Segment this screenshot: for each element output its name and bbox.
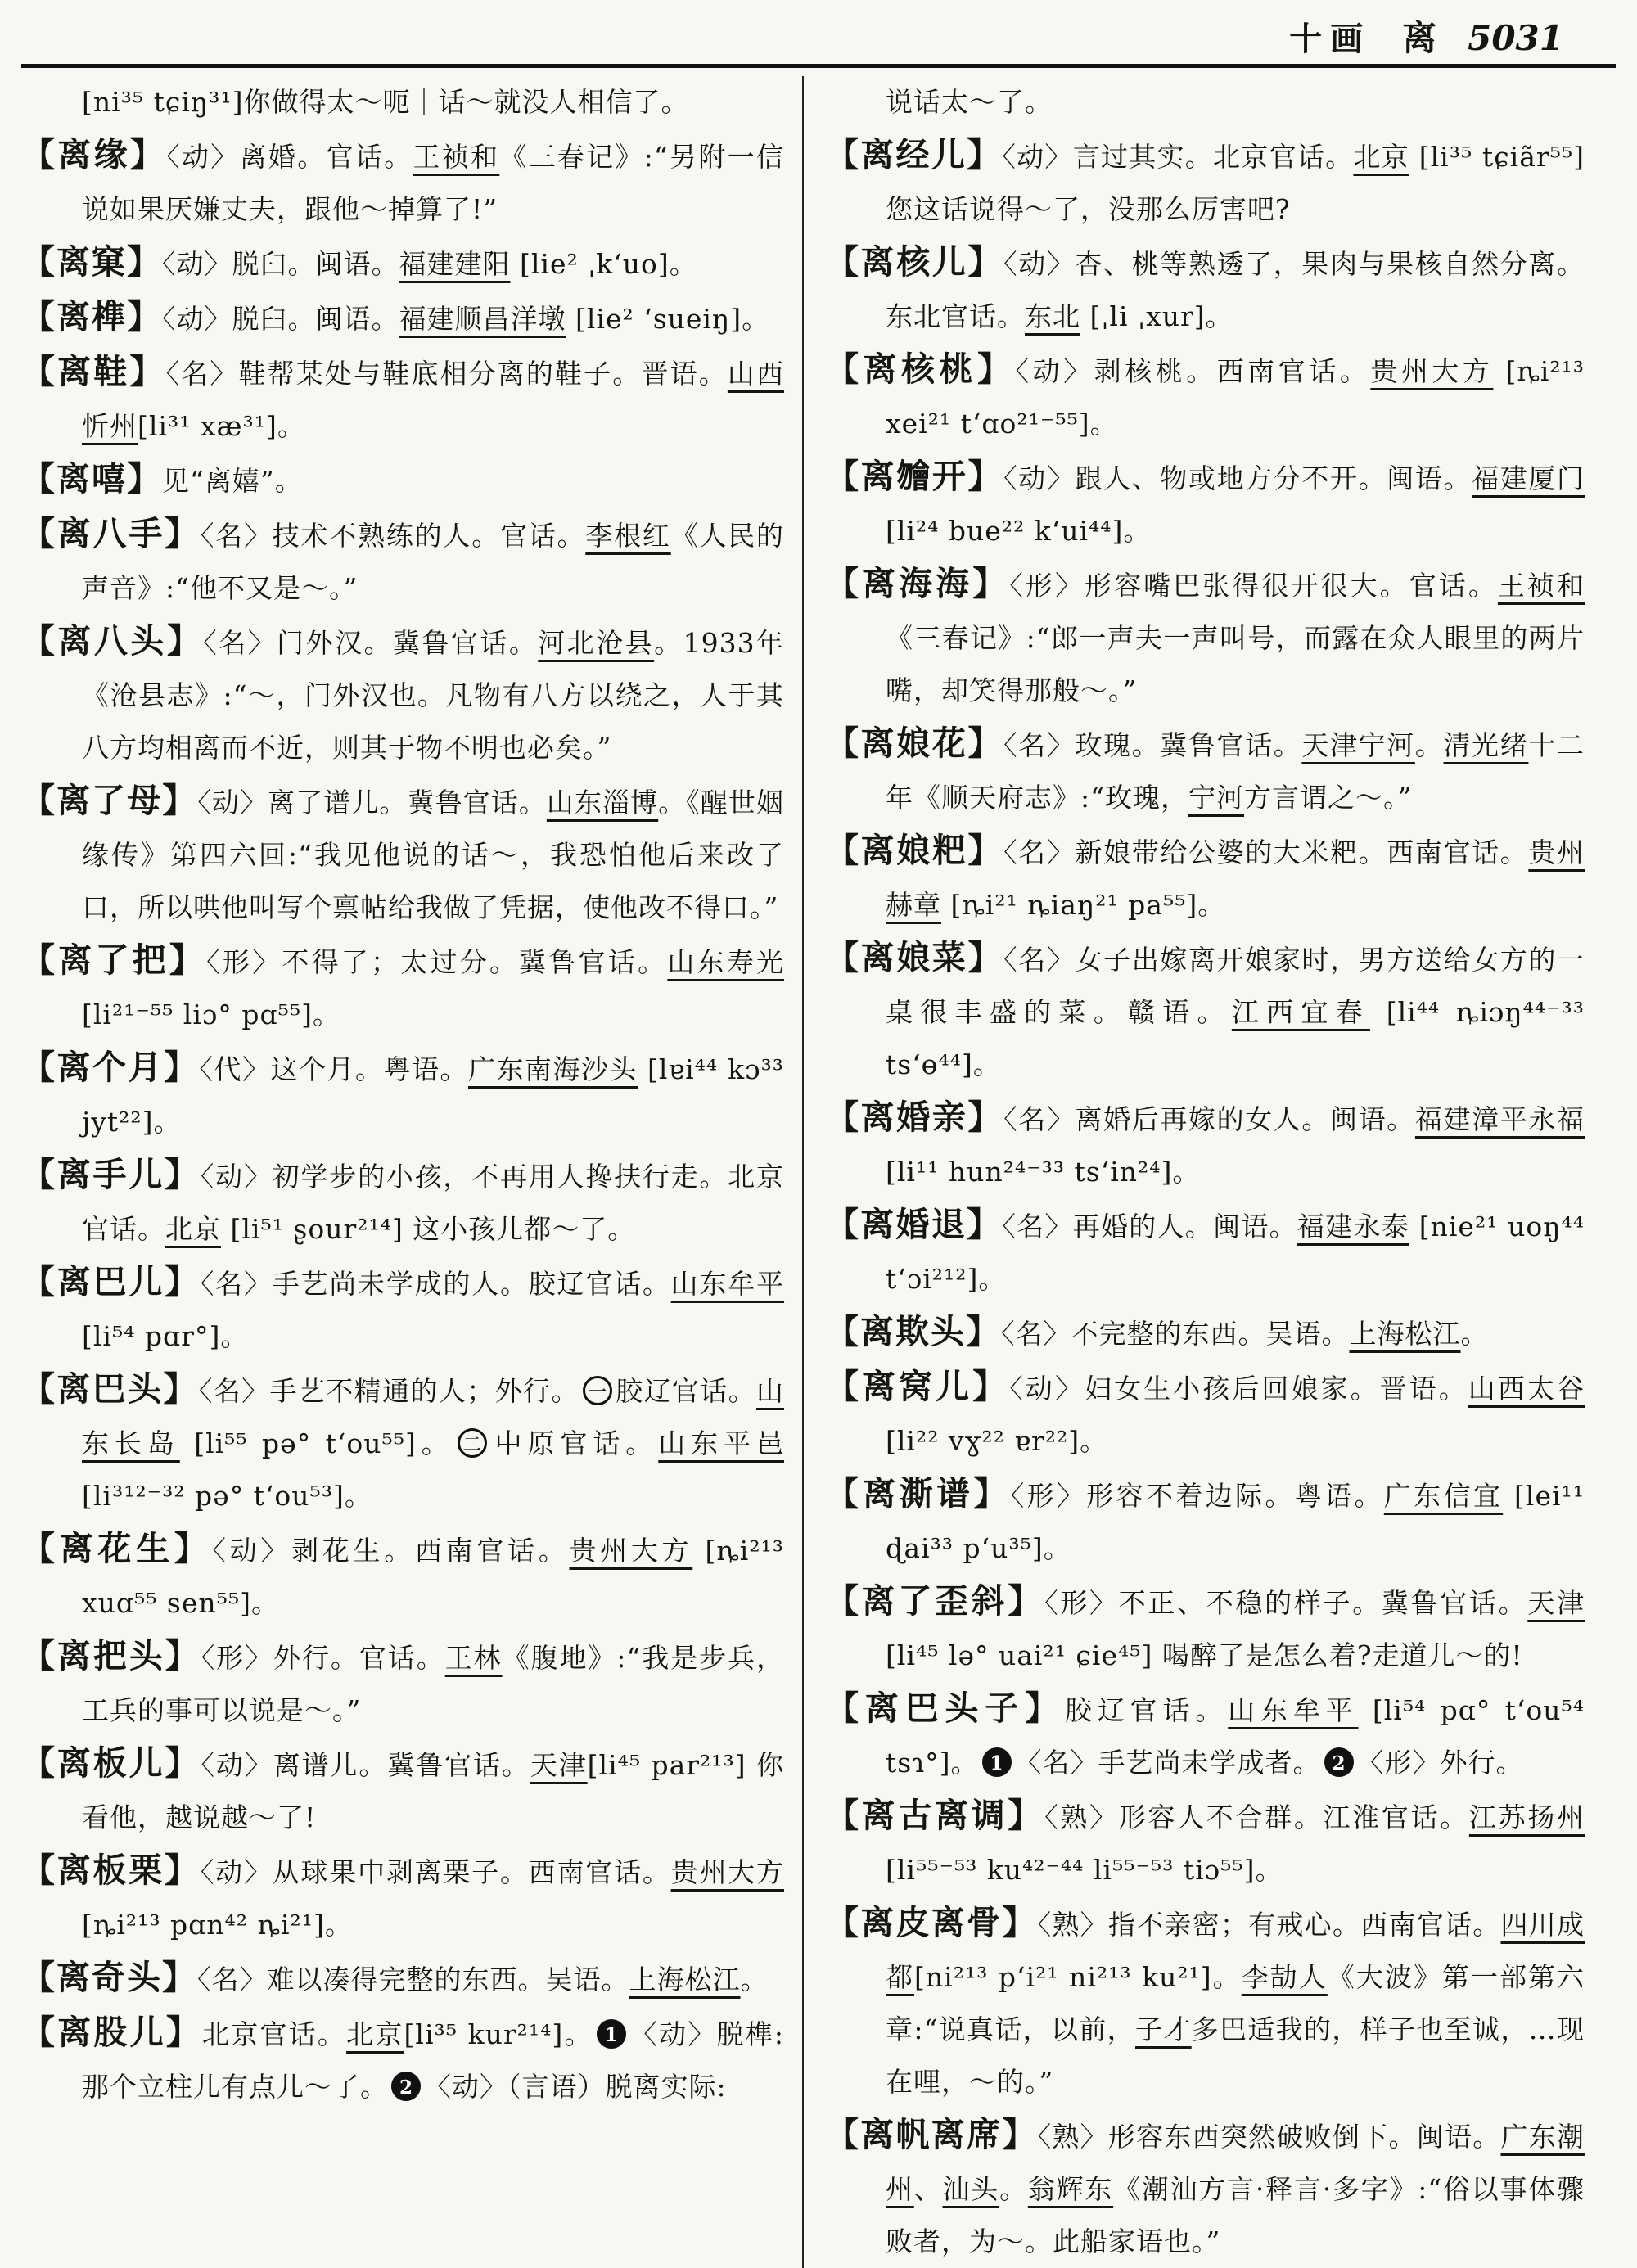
entry-text: 〈名〉技术不熟练的人。官话。 bbox=[200, 520, 586, 552]
proper-noun: 福建漳平永福 bbox=[1414, 1103, 1585, 1135]
entry-text: 。1933年《沧县志》:“～，门外汉也。凡物有八方以绕之，人于其八方均相离而不近，则其于物不明也必矣。” bbox=[82, 627, 785, 764]
dict-entry bbox=[825, 1091, 1585, 1198]
entry-headword: 【离欺头】 bbox=[825, 1312, 1001, 1351]
entry-text: [li⁴⁴ ȵiɔŋ⁴⁴⁻³³ ts‘ɵ⁴⁴]。 bbox=[886, 996, 1585, 1080]
entry-text: 见“离嬉”。 bbox=[162, 465, 303, 497]
entry-headword: 【离榫】 bbox=[21, 297, 162, 336]
entry-text: 《三春记》:“另附一信说如果厌嫌丈夫，跟他～掉算了!” bbox=[82, 141, 785, 225]
entry-headword: 【离核桃】 bbox=[825, 349, 1016, 389]
entry-text: 〈动〉杏、桃等熟透了，果肉与果核自然分离。东北官话。 bbox=[886, 248, 1585, 332]
entry-text: 〈动〉（言语）脱离实际: bbox=[424, 2071, 727, 2103]
entry-headword: 【离娘花】 bbox=[825, 724, 1004, 763]
entry-text: 。 bbox=[1414, 729, 1444, 761]
entry-text: [ȵi²¹³ pɑn⁴² ȵi²¹]。 bbox=[82, 1909, 353, 1941]
proper-noun: 天津 bbox=[530, 1749, 588, 1781]
entry-text: [li²⁴ bue²² k‘ui⁴⁴]。 bbox=[886, 515, 1152, 547]
entry-text: 〈动〉从球果中剥离栗子。西南官话。 bbox=[200, 1856, 671, 1888]
entry-text: [li³¹ xæ³¹]。 bbox=[138, 410, 305, 442]
entry-headword: 【离个月】 bbox=[21, 1048, 200, 1087]
entry-text: 〈名〉门外汉。冀鲁官话。 bbox=[203, 627, 539, 659]
proper-noun: 王祯和 bbox=[1497, 570, 1585, 602]
proper-noun: 天津 bbox=[1527, 1587, 1585, 1619]
dict-entry bbox=[21, 1148, 784, 1256]
entry-headword: 【离了把】 bbox=[21, 940, 207, 980]
proper-noun: 上海松江 bbox=[1349, 1318, 1461, 1350]
dict-entry bbox=[21, 615, 784, 774]
entry-text: 、 bbox=[913, 2173, 943, 2205]
entry-text: 。《醒世姻缘传》第四六回:“我见他说的话～，我恐怕他后来改了口，所以哄他叫写个禀帖给我做了凭据，使他改不得口。” bbox=[82, 787, 785, 923]
entry-text: [li⁵¹ ʂour²¹⁴] 这小孩儿都～了。 bbox=[221, 1213, 636, 1245]
entry-text: [li⁵⁴ pɑr°]。 bbox=[82, 1320, 249, 1352]
page-header bbox=[21, 11, 1616, 59]
entry-text: 《三春记》:“郎一声夫一声叫号，而露在众人眼里的两片嘴，却笑得那般～。” bbox=[886, 622, 1585, 706]
dict-entry bbox=[21, 129, 784, 236]
dict-entry bbox=[21, 934, 784, 1041]
entry-text: [li³⁵ kur²¹⁴]。 bbox=[404, 2018, 593, 2050]
dict-entry bbox=[825, 2108, 1585, 2268]
dict-entry bbox=[21, 236, 784, 291]
entry-text: [ȵi²¹ ȵiaŋ²¹ pa⁵⁵]。 bbox=[941, 889, 1226, 921]
dict-entry bbox=[21, 453, 784, 507]
proper-noun: 天津宁河 bbox=[1301, 729, 1415, 761]
entry-text: 〈动〉初学步的小孩，不再用人搀扶行走。北京官话。 bbox=[82, 1161, 785, 1245]
proper-noun: 广东南海沙头 bbox=[468, 1053, 638, 1085]
proper-noun: 山东淄博 bbox=[546, 787, 659, 818]
entry-headword: 【离奇头】 bbox=[21, 1958, 197, 1997]
stroke-section-label: 十画 bbox=[1289, 20, 1372, 58]
entry-text: [lie² ˌk‘uo]。 bbox=[510, 248, 697, 280]
filled-sense-number: 2 bbox=[391, 2072, 421, 2101]
dict-entry bbox=[825, 1360, 1585, 1468]
entry-text: 〈名〉手艺尚未学成的人。胶辽官话。 bbox=[200, 1268, 671, 1300]
proper-noun: 北京 bbox=[165, 1213, 221, 1245]
entry-headword: 【离娘粑】 bbox=[825, 831, 1004, 870]
proper-noun: 宁河 bbox=[1188, 782, 1244, 814]
entry-headword: 【离板儿】 bbox=[21, 1743, 201, 1783]
entry-headword: 【离婚退】 bbox=[825, 1205, 1003, 1244]
dict-entry bbox=[825, 1575, 1585, 1682]
header-rule bbox=[21, 64, 1616, 68]
dict-entry bbox=[825, 236, 1585, 343]
proper-noun: 贵州大方 bbox=[670, 1856, 785, 1888]
entry-text: [ȵi²¹³ xuɑ⁵⁵ sen⁵⁵]。 bbox=[82, 1535, 785, 1619]
entry-text: [li³⁵ tɕiãr⁵⁵] 您这话说得～了，没那么厉害吧? bbox=[886, 141, 1585, 225]
proper-noun: 山东牟平 bbox=[1228, 1694, 1359, 1726]
proper-noun: 王林 bbox=[444, 1642, 503, 1674]
text-columns bbox=[21, 76, 1616, 2268]
entry-headword: 【离巴儿】 bbox=[21, 1262, 201, 1301]
entry-text: 〈动〉言过其实。北京官话。 bbox=[1002, 141, 1354, 173]
entry-text: 《潮汕方言·释言·多字》:“俗以事体骤败者，为～。此船家语也。” bbox=[886, 2173, 1585, 2257]
entry-headword: 【离经儿】 bbox=[825, 135, 1003, 174]
entry-text: [li⁴⁵ par²¹³] 你看他，越说越～了! bbox=[82, 1749, 785, 1833]
entry-text: 〈动〉离婚。官话。 bbox=[166, 141, 413, 173]
entry-text: 《大波》第一部第六章:“说真话，以前， bbox=[886, 1961, 1585, 2045]
entry-text: 说话太～了。 bbox=[886, 86, 1053, 118]
dict-entry bbox=[21, 2006, 784, 2113]
entry-text: 〈名〉再婚的人。闽语。 bbox=[1002, 1211, 1297, 1242]
filled-sense-number: 1 bbox=[982, 1747, 1012, 1777]
entry-headword: 【离花生】 bbox=[21, 1529, 213, 1568]
entry-text: [li⁴⁵ lə° uai²¹ ɕie⁴⁵] 喝醉了是怎么着?走道儿～的! bbox=[886, 1639, 1523, 1671]
entry-text: 胶辽官话。 bbox=[615, 1375, 757, 1407]
proper-noun: 广东潮州 bbox=[886, 2121, 1585, 2205]
entry-headword: 【离板栗】 bbox=[21, 1851, 201, 1890]
proper-noun: 子才 bbox=[1135, 2013, 1192, 2045]
entry-text: [li⁵⁵ pə° t‘ou⁵⁵]。 bbox=[179, 1427, 454, 1459]
dict-entry bbox=[21, 1737, 784, 1844]
proper-noun: 北京 bbox=[1353, 141, 1409, 173]
proper-noun: 山东寿光 bbox=[667, 946, 785, 978]
entry-text: 〈名〉女子出嫁离开娘家时，男方送给女方的一桌很丰盛的菜。赣语。 bbox=[886, 944, 1585, 1028]
proper-noun: 江西宜春 bbox=[1231, 996, 1370, 1028]
dict-entry bbox=[21, 1041, 784, 1148]
dict-entry bbox=[21, 1256, 784, 1363]
dict-entry bbox=[21, 1844, 784, 1951]
entry-text: [nie²¹ uoŋ⁴⁴ t‘ɔi²¹²]。 bbox=[886, 1211, 1585, 1295]
entry-headword: 【离窝儿】 bbox=[825, 1367, 1010, 1406]
proper-noun: 福建永泰 bbox=[1297, 1211, 1409, 1242]
proper-noun: 清光绪 bbox=[1443, 729, 1529, 761]
entry-text: [lie² ‘sueiŋ]。 bbox=[566, 303, 770, 335]
entry-headword: 【离了歪斜】 bbox=[825, 1581, 1045, 1621]
dict-entry-continuation bbox=[21, 76, 784, 129]
entry-text: 〈动〉跟人、物或地方分不开。闽语。 bbox=[1003, 462, 1472, 494]
entry-text: 〈动〉离了谱儿。冀鲁官话。 bbox=[197, 787, 547, 818]
proper-noun: 东北 bbox=[1025, 300, 1080, 332]
entry-text: 〈形〉不得了；太过分。冀鲁官话。 bbox=[206, 946, 668, 978]
entry-text: 〈名〉手艺尚未学成者。 bbox=[1014, 1747, 1321, 1779]
proper-noun: 广东信宜 bbox=[1383, 1480, 1504, 1512]
entry-text: 〈代〉这个月。粤语。 bbox=[199, 1053, 468, 1085]
entry-headword: 【离巴头子】 bbox=[825, 1689, 1065, 1728]
entry-text: 〈名〉难以凑得完整的东西。吴语。 bbox=[197, 1964, 629, 1995]
entry-text: 〈动〉脱榫:那个立柱儿有点儿～了。 bbox=[82, 2018, 785, 2103]
entry-headword: 【离八头】 bbox=[21, 621, 204, 661]
column-divider bbox=[802, 76, 804, 2268]
entry-text: 。 bbox=[999, 2173, 1028, 2205]
entry-text: 〈名〉鞋帮某处与鞋底相分离的鞋子。晋语。 bbox=[165, 358, 728, 390]
entry-text: 〈形〉形容嘴巴张得很开很大。官话。 bbox=[1009, 570, 1498, 602]
dict-entry bbox=[825, 1789, 1585, 1896]
dict-entry bbox=[825, 1468, 1585, 1575]
entry-text: 〈动〉脱臼。闽语。 bbox=[162, 303, 399, 335]
entry-text: 〈熟〉形容东西突然破败倒下。闽语。 bbox=[1037, 2121, 1501, 2153]
entry-headword: 【离𣍐开】 bbox=[825, 457, 1004, 496]
entry-headword: 【离八手】 bbox=[21, 514, 201, 553]
proper-noun: 贵州大方 bbox=[569, 1535, 693, 1567]
page-number: 5031 bbox=[1468, 18, 1563, 58]
entry-text: 。 bbox=[1460, 1318, 1489, 1350]
entry-text: 〈动〉脱臼。闽语。 bbox=[162, 248, 399, 280]
entry-text: [li⁵⁴ pɑ° t‘ou⁵⁴ tsɿ°]。 bbox=[886, 1694, 1585, 1779]
entry-text: 〈熟〉形容人不合群。江淮官话。 bbox=[1044, 1801, 1469, 1833]
dict-entry bbox=[21, 1630, 784, 1737]
circled-sense-number: 一 bbox=[583, 1376, 612, 1405]
entry-text: 〈形〉不正、不稳的样子。冀鲁官话。 bbox=[1044, 1587, 1528, 1619]
dict-entry bbox=[21, 291, 784, 345]
entry-text: 〈形〉形容不着边际。粤语。 bbox=[1010, 1480, 1384, 1512]
dict-entry bbox=[21, 1951, 784, 2006]
circled-sense-number: 二 bbox=[458, 1428, 487, 1458]
proper-noun: 福建厦门 bbox=[1472, 462, 1585, 494]
entry-text: 北京官话。 bbox=[202, 2018, 347, 2050]
proper-noun: 江苏扬州 bbox=[1468, 1801, 1585, 1833]
entry-text: [li⁵⁵⁻⁵³ ku⁴²⁻⁴⁴ li⁵⁵⁻⁵³ tiɔ⁵⁵]。 bbox=[886, 1854, 1283, 1886]
entry-text: [li³¹²⁻³² pə° t‘ou⁵³]。 bbox=[82, 1480, 372, 1512]
entry-text: 中原官话。 bbox=[489, 1427, 659, 1459]
dict-entry bbox=[21, 774, 784, 934]
proper-noun: 贵州赫章 bbox=[886, 836, 1585, 921]
proper-noun: 四川成都 bbox=[886, 1909, 1585, 1993]
entry-text: 《腹地》:“我是步兵，工兵的事可以说是～。” bbox=[82, 1642, 785, 1726]
proper-noun: 山东牟平 bbox=[670, 1268, 785, 1300]
proper-noun: 福建建阳 bbox=[399, 248, 511, 280]
entry-text: 〈熟〉指不亲密；有戒心。西南官话。 bbox=[1037, 1909, 1501, 1941]
entry-text: 〈名〉不完整的东西。吴语。 bbox=[1001, 1318, 1350, 1350]
entry-headword: 【离缘】 bbox=[21, 135, 167, 174]
entry-text: 〈动〉剥核桃。西南官话。 bbox=[1015, 355, 1371, 387]
entry-text: [ˌli ˌxur]。 bbox=[1080, 300, 1233, 332]
dict-entry-continuation bbox=[825, 76, 1585, 129]
filled-sense-number: 1 bbox=[597, 2019, 626, 2049]
entry-text: 〈动〉离谱儿。冀鲁官话。 bbox=[201, 1749, 530, 1781]
entry-headword: 【离手儿】 bbox=[21, 1155, 201, 1194]
entry-text: 《人民的声音》:“他不又是～。” bbox=[82, 520, 785, 604]
entry-text: 胶辽官话。 bbox=[1065, 1694, 1229, 1726]
entry-headword: 【离澌谱】 bbox=[825, 1474, 1011, 1513]
entry-headword: 【离巴头】 bbox=[21, 1369, 199, 1409]
entry-text: [ȵi²¹³ xei²¹ t‘ɑo²¹⁻⁵⁵]。 bbox=[886, 355, 1585, 440]
head-character: 离 bbox=[1402, 18, 1437, 58]
entry-text: 〈动〉剥花生。西南官话。 bbox=[212, 1535, 570, 1567]
entry-text: 〈形〉外行。官话。 bbox=[201, 1642, 445, 1674]
filled-sense-number: 2 bbox=[1324, 1747, 1354, 1777]
proper-noun: 贵州大方 bbox=[1370, 355, 1494, 387]
entry-text: 〈动〉妇女生小孩后回娘家。晋语。 bbox=[1009, 1373, 1468, 1405]
dict-entry bbox=[21, 1522, 784, 1630]
entry-text: 方言谓之～。” bbox=[1244, 782, 1413, 814]
entry-headword: 【离嘻】 bbox=[21, 459, 162, 498]
entry-headword: 【离古离调】 bbox=[825, 1796, 1045, 1835]
proper-noun: 山西忻州 bbox=[82, 358, 785, 442]
entry-headword: 【离海海】 bbox=[825, 564, 1010, 603]
entry-text: [li²¹⁻⁵⁵ liɔ° pɑ⁵⁵]。 bbox=[82, 999, 340, 1030]
entry-text: [lɐi⁴⁴ kɔ³³ jyt²²]。 bbox=[82, 1053, 785, 1138]
dict-entry bbox=[21, 1363, 784, 1522]
entry-text: 〈名〉手艺不精通的人；外行。 bbox=[198, 1375, 579, 1407]
entry-text: [ni³⁵ tɕiŋ³¹]你做得太～呃｜话～就没人相信了。 bbox=[82, 86, 689, 118]
entry-headword: 【离婚亲】 bbox=[825, 1098, 1004, 1137]
entry-headword: 【离鞋】 bbox=[21, 352, 166, 391]
proper-noun: 王祯和 bbox=[413, 141, 500, 173]
entry-headword: 【离股儿】 bbox=[21, 2013, 203, 2052]
entry-headword: 【离娘菜】 bbox=[825, 938, 1004, 977]
column-right bbox=[805, 76, 1585, 2268]
proper-noun: 李根红 bbox=[585, 520, 671, 552]
dict-entry bbox=[825, 1896, 1585, 2108]
entry-text: 。 bbox=[740, 1964, 769, 1995]
proper-noun: 山东长岛 bbox=[82, 1375, 785, 1459]
dict-entry bbox=[825, 1198, 1585, 1305]
dict-entry bbox=[825, 1682, 1585, 1789]
column-left bbox=[21, 76, 800, 2268]
dict-entry bbox=[825, 717, 1585, 824]
proper-noun: 福建顺昌洋墩 bbox=[399, 303, 566, 335]
dict-entry bbox=[825, 931, 1585, 1091]
entry-text: [li¹¹ hun²⁴⁻³³ ts‘in²⁴]。 bbox=[886, 1156, 1201, 1188]
entry-text: 〈名〉新娘带给公婆的大米粑。西南官话。 bbox=[1003, 836, 1529, 868]
dict-entry bbox=[825, 450, 1585, 557]
entry-text: [li²² vɣ²² ɐr²²]。 bbox=[886, 1425, 1108, 1457]
proper-noun: 上海松江 bbox=[629, 1964, 741, 1995]
entry-headword: 【离把头】 bbox=[21, 1636, 201, 1675]
proper-noun: 汕头 bbox=[942, 2173, 1000, 2205]
proper-noun: 李劼人 bbox=[1241, 1961, 1328, 1993]
entry-headword: 【离皮离骨】 bbox=[825, 1903, 1038, 1942]
dict-entry bbox=[21, 345, 784, 453]
dict-entry bbox=[825, 557, 1585, 717]
proper-noun: 北京 bbox=[346, 2018, 404, 2050]
entry-text: 〈名〉玫瑰。冀鲁官话。 bbox=[1003, 729, 1302, 761]
entry-text: [ni²¹³ p‘i²¹ ni²¹³ ku²¹]。 bbox=[914, 1961, 1242, 1993]
entry-text: 〈名〉离婚后再嫁的女人。闽语。 bbox=[1003, 1103, 1415, 1135]
entry-headword: 【离核儿】 bbox=[825, 242, 1004, 282]
entry-headword: 【离窠】 bbox=[21, 242, 162, 282]
entry-headword: 【离帆离席】 bbox=[825, 2115, 1038, 2154]
proper-noun: 山西太谷 bbox=[1468, 1373, 1585, 1405]
dict-entry bbox=[21, 507, 784, 615]
entry-text: 多巴适我的，样子也至诚，…现在哩，～的。” bbox=[886, 2013, 1585, 2098]
proper-noun: 河北沧县 bbox=[538, 627, 655, 659]
entry-headword: 【离了母】 bbox=[21, 781, 198, 820]
entry-text: [lei¹¹ ɖai³³ p‘u³⁵]。 bbox=[886, 1480, 1585, 1564]
proper-noun: 山东平邑 bbox=[658, 1427, 785, 1459]
dict-entry bbox=[825, 129, 1585, 236]
entry-text: 十二年《顺天府志》:“玫瑰， bbox=[886, 729, 1585, 814]
dict-entry bbox=[825, 824, 1585, 931]
dict-entry bbox=[825, 1305, 1585, 1360]
entry-text: 〈形〉外行。 bbox=[1356, 1747, 1524, 1779]
proper-noun: 翁辉东 bbox=[1027, 2173, 1114, 2205]
dict-entry bbox=[825, 343, 1585, 450]
